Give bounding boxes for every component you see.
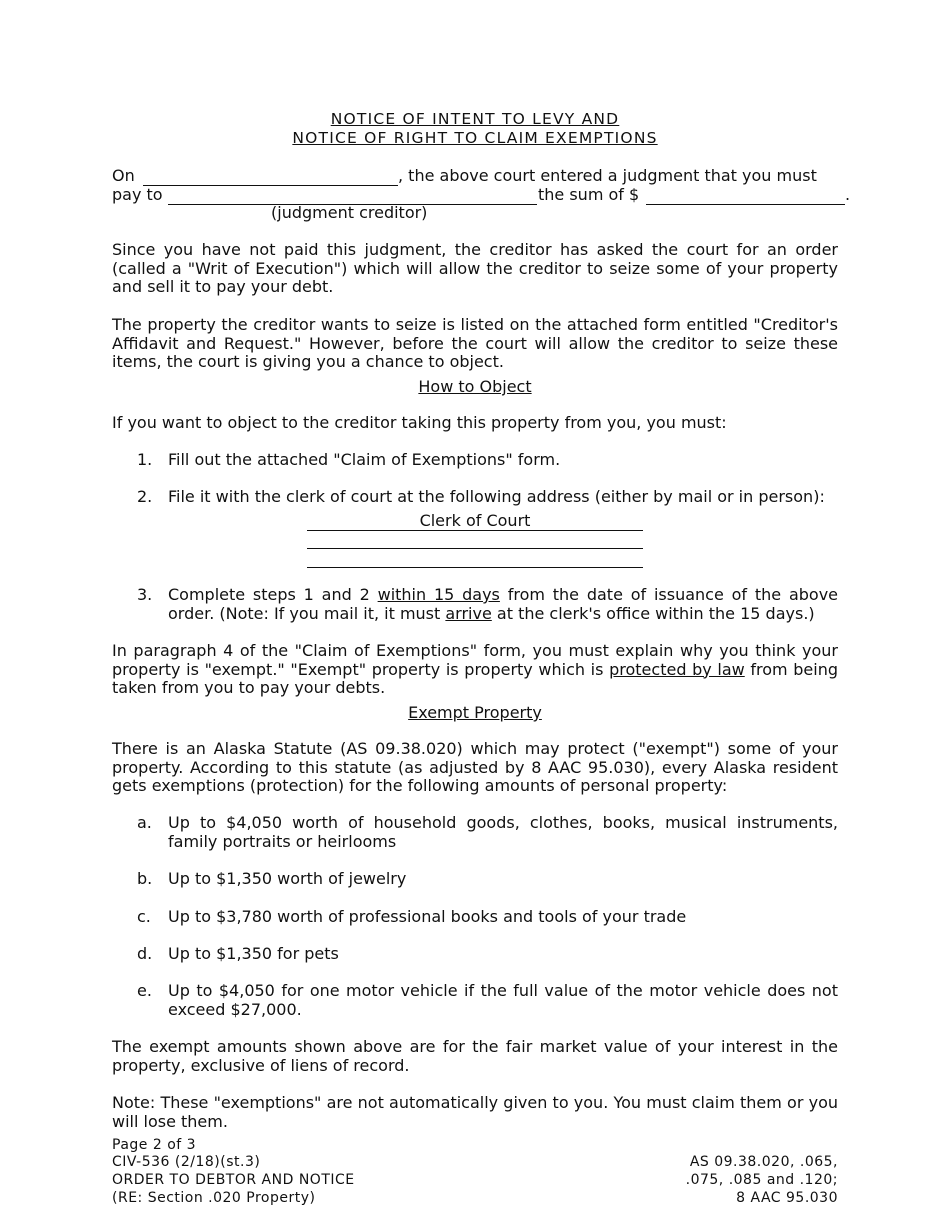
judgment-creditor-caption: (judgment creditor): [271, 203, 428, 222]
exemption-pets: Up to $1,350 for pets: [168, 944, 339, 963]
on-label: On: [112, 166, 135, 185]
exemption-label: c.: [137, 907, 151, 926]
footer-statute-ref-1: AS 09.38.020, .065,: [689, 1154, 838, 1170]
step-2-number: 2.: [137, 487, 153, 506]
clerk-of-court-label: Clerk of Court: [419, 511, 531, 530]
clerk-address-line-3[interactable]: [307, 567, 643, 568]
exemption-motor-vehicle: Up to $4,050 for one motor vehicle if the full value of the motor vehicle does not exceed $27,000.: [168, 981, 838, 1019]
paragraph-fair-market-value: The exempt amounts shown above are for the fair market value of your interest in the property, exclusive of liens of record.: [112, 1037, 838, 1075]
title-line-1: NOTICE OF INTENT TO LEVY AND: [330, 110, 620, 128]
sum-period: .: [845, 185, 851, 204]
clerk-address-line-2[interactable]: [307, 548, 643, 549]
footer-page-number: Page 2 of 3: [112, 1137, 197, 1153]
step-2-text: File it with the clerk of court at the following address (either by mail or in person):: [168, 487, 825, 506]
step-3-text: Complete steps 1 and 2 within 15 days from the date of issuance of the above order. (Note: If you mail it, it must arrive at the clerk's office within the 15 days.): [168, 585, 839, 623]
sum-label: the sum of $: [538, 185, 640, 204]
paragraph-writ-of-execution: Since you have not paid this judgment, the creditor has asked the court for an order (called a "Writ of Execution") which will allow the creditor to seize some of your property and sell it to pay your debt.: [112, 240, 838, 296]
footer-form-title: ORDER TO DEBTOR AND NOTICE: [112, 1172, 355, 1188]
paragraph-claim-exemptions: In paragraph 4 of the "Claim of Exemptions" form, you must explain why you think your property is "exempt." "Exempt" property is property which is protected by law from being taken from you to pay your debts.: [112, 641, 839, 697]
footer-statute-ref-2: .075, .085 and .120;: [685, 1172, 838, 1188]
footer-section-ref: (RE: Section .020 Property): [112, 1190, 316, 1206]
exemption-label: d.: [137, 944, 153, 963]
exemption-label: e.: [137, 981, 152, 1000]
object-intro: If you want to object to the creditor taking this property from you, you must:: [112, 413, 727, 432]
step-3-number: 3.: [137, 585, 153, 604]
title-line-2: NOTICE OF RIGHT TO CLAIM EXEMPTIONS: [292, 129, 658, 147]
clerk-address-line-1[interactable]: [307, 530, 643, 531]
sum-amount-blank[interactable]: [646, 204, 845, 205]
paragraph-alaska-statute: There is an Alaska Statute (AS 09.38.020) which may protect ("exempt") some of your property. According to this statute (as adjusted by 8 AAC 95.030), every Alaska resident gets exemptions (protection) for the following amounts of personal property:: [112, 739, 838, 795]
exemption-household-goods: Up to $4,050 worth of household goods, clothes, books, musical instruments, family portraits or heirlooms: [168, 813, 838, 851]
how-to-object-heading: How to Object: [418, 377, 532, 396]
paragraph-note: Note: These "exemptions" are not automatically given to you. You must claim them or you will lose them.: [112, 1093, 838, 1131]
pay-to-label: pay to: [112, 185, 163, 204]
court-entered-text: , the above court entered a judgment that you must: [398, 166, 817, 185]
step-1-text: Fill out the attached "Claim of Exemptions" form.: [168, 450, 561, 469]
exemption-label: b.: [137, 869, 153, 888]
judgment-date-blank[interactable]: [143, 185, 398, 186]
footer-form-number: CIV-536 (2/18)(st.3): [112, 1154, 261, 1170]
exemption-jewelry: Up to $1,350 worth of jewelry: [168, 869, 407, 888]
footer-statute-ref-3: 8 AAC 95.030: [736, 1190, 838, 1206]
exemption-tools-of-trade: Up to $3,780 worth of professional books and tools of your trade: [168, 907, 687, 926]
paragraph-property-seize: The property the creditor wants to seize is listed on the attached form entitled "Creditor's Affidavit and Request." However, before the court will allow the creditor to seize these items, the court is giving you a chance to object.: [112, 315, 838, 371]
exemption-label: a.: [137, 813, 152, 832]
step-1-number: 1.: [137, 450, 153, 469]
exempt-property-heading: Exempt Property: [408, 703, 542, 722]
